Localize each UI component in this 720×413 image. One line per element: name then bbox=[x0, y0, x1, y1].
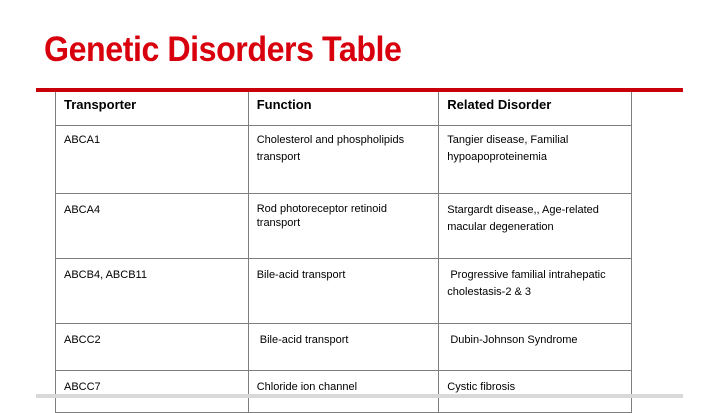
footer-bar bbox=[36, 394, 683, 398]
cell-function: Rod photoreceptor retinoid transport bbox=[248, 194, 439, 259]
cell-disorder: Tangier disease, Familial hypoapoproteinemia bbox=[439, 126, 632, 194]
cell-transporter: ABCA4 bbox=[56, 194, 249, 259]
cell-transporter: ABCB4, ABCB11 bbox=[56, 259, 249, 324]
table-row bbox=[56, 194, 632, 259]
table-header-row bbox=[56, 92, 632, 126]
cell-transporter: ABCA1 bbox=[56, 126, 249, 194]
header-function: Function bbox=[248, 92, 439, 126]
cell-disorder: Dubin-Johnson Syndrome bbox=[439, 324, 632, 371]
cell-disorder: Progressive familial intrahepatic cholestasis-2 & 3 bbox=[439, 259, 632, 324]
cell-function: Bile-acid transport bbox=[248, 324, 439, 371]
cell-function: Bile-acid transport bbox=[248, 259, 439, 324]
cell-function: Chloride ion channel bbox=[248, 371, 439, 413]
header-related-disorder: Related Disorder bbox=[439, 92, 632, 126]
table-row bbox=[56, 259, 632, 324]
cell-disorder: Cystic fibrosis bbox=[439, 371, 632, 413]
table-row bbox=[56, 371, 632, 413]
header-transporter: Transporter bbox=[56, 92, 249, 126]
cell-transporter: ABCC2 bbox=[56, 324, 249, 371]
cell-function: Cholesterol and phospholipids transport bbox=[248, 126, 439, 194]
genetic-disorders-table bbox=[55, 92, 632, 413]
table-row bbox=[56, 324, 632, 371]
cell-disorder: Stargardt disease,, Age-related macular degeneration bbox=[439, 194, 632, 259]
cell-transporter: ABCC7 bbox=[56, 371, 249, 413]
slide-title: Genetic Disorders Table bbox=[44, 30, 402, 69]
table-row bbox=[56, 126, 632, 194]
